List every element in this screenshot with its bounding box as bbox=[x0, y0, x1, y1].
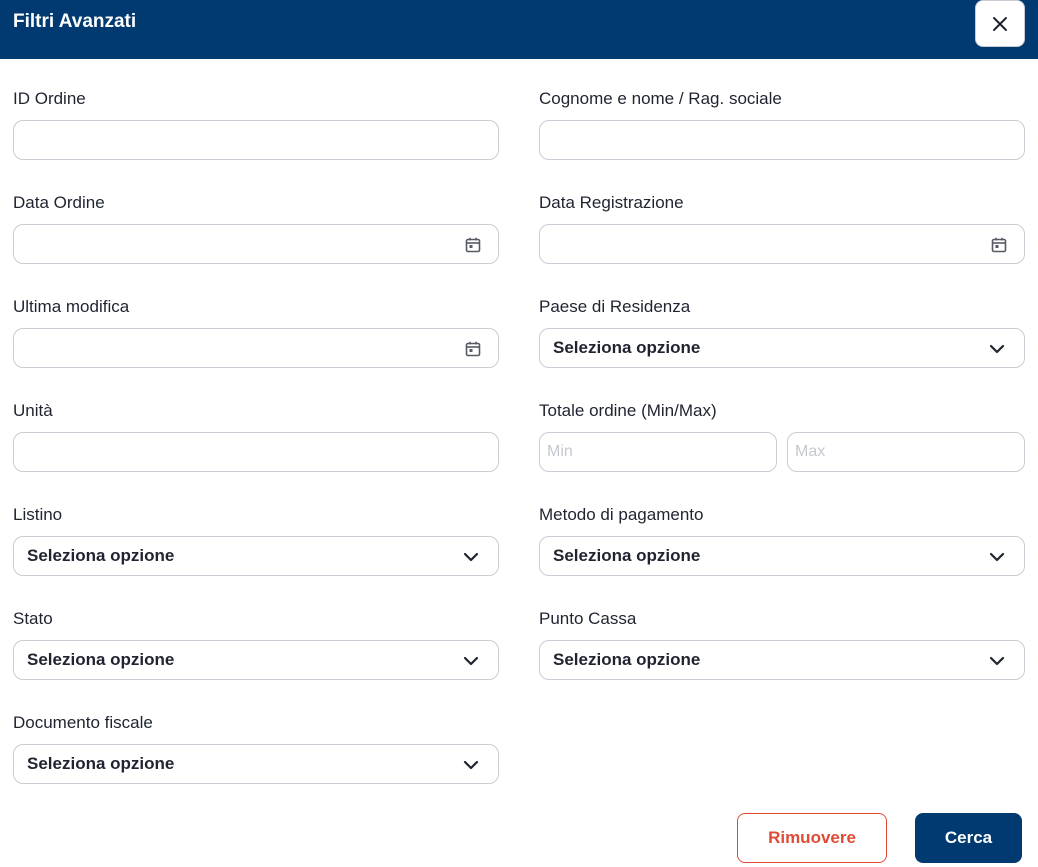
unita-input[interactable] bbox=[13, 432, 499, 472]
id-ordine-input[interactable] bbox=[13, 120, 499, 160]
documento-fiscale-select[interactable] bbox=[13, 744, 499, 784]
chevron-down-icon bbox=[988, 340, 1006, 358]
close-icon bbox=[992, 16, 1008, 32]
metodo-pagamento-label: Metodo di pagamento bbox=[539, 505, 704, 524]
ultima-modifica-input[interactable] bbox=[13, 328, 499, 368]
calendar-icon[interactable] bbox=[464, 236, 482, 254]
paese-residenza-select[interactable] bbox=[539, 328, 1025, 368]
ultima-modifica-label: Ultima modifica bbox=[13, 297, 130, 316]
modal-title: Filtri Avanzati bbox=[13, 11, 137, 32]
data-registrazione-label: Data Registrazione bbox=[539, 193, 684, 212]
totale-ordine-label: Totale ordine (Min/Max) bbox=[539, 401, 717, 420]
totale-min-input[interactable] bbox=[539, 432, 777, 472]
search-button[interactable]: Cerca bbox=[915, 813, 1022, 863]
chevron-down-icon bbox=[462, 548, 480, 566]
stato-selected: Seleziona opzione bbox=[27, 650, 175, 669]
chevron-down-icon bbox=[462, 756, 480, 774]
data-ordine-input[interactable] bbox=[13, 224, 499, 264]
stato-label: Stato bbox=[13, 609, 53, 628]
chevron-down-icon bbox=[988, 652, 1006, 670]
chevron-down-icon bbox=[462, 652, 480, 670]
documento-fiscale-selected: Seleziona opzione bbox=[27, 754, 175, 773]
paese-residenza-label: Paese di Residenza bbox=[539, 297, 691, 316]
modal-header bbox=[0, 0, 1038, 59]
listino-select[interactable] bbox=[13, 536, 499, 576]
punto-cassa-selected: Seleziona opzione bbox=[553, 650, 701, 669]
totale-max-input[interactable] bbox=[787, 432, 1025, 472]
documento-fiscale-label: Documento fiscale bbox=[13, 713, 153, 732]
listino-selected: Seleziona opzione bbox=[27, 546, 175, 565]
unita-label: Unità bbox=[13, 401, 53, 420]
metodo-pagamento-selected: Seleziona opzione bbox=[553, 546, 701, 565]
cognome-nome-input[interactable] bbox=[539, 120, 1025, 160]
calendar-icon[interactable] bbox=[990, 236, 1008, 254]
punto-cassa-label: Punto Cassa bbox=[539, 609, 637, 628]
paese-residenza-selected: Seleziona opzione bbox=[553, 338, 701, 357]
data-ordine-label: Data Ordine bbox=[13, 193, 105, 212]
stato-select[interactable] bbox=[13, 640, 499, 680]
close-button[interactable] bbox=[975, 0, 1025, 47]
remove-button[interactable]: Rimuovere bbox=[737, 813, 887, 863]
listino-label: Listino bbox=[13, 505, 63, 524]
cognome-nome-label: Cognome e nome / Rag. sociale bbox=[539, 89, 782, 108]
id-ordine-label: ID Ordine bbox=[13, 89, 86, 108]
punto-cassa-select[interactable] bbox=[539, 640, 1025, 680]
data-registrazione-input[interactable] bbox=[539, 224, 1025, 264]
metodo-pagamento-select[interactable] bbox=[539, 536, 1025, 576]
chevron-down-icon bbox=[988, 548, 1006, 566]
calendar-icon[interactable] bbox=[464, 340, 482, 358]
